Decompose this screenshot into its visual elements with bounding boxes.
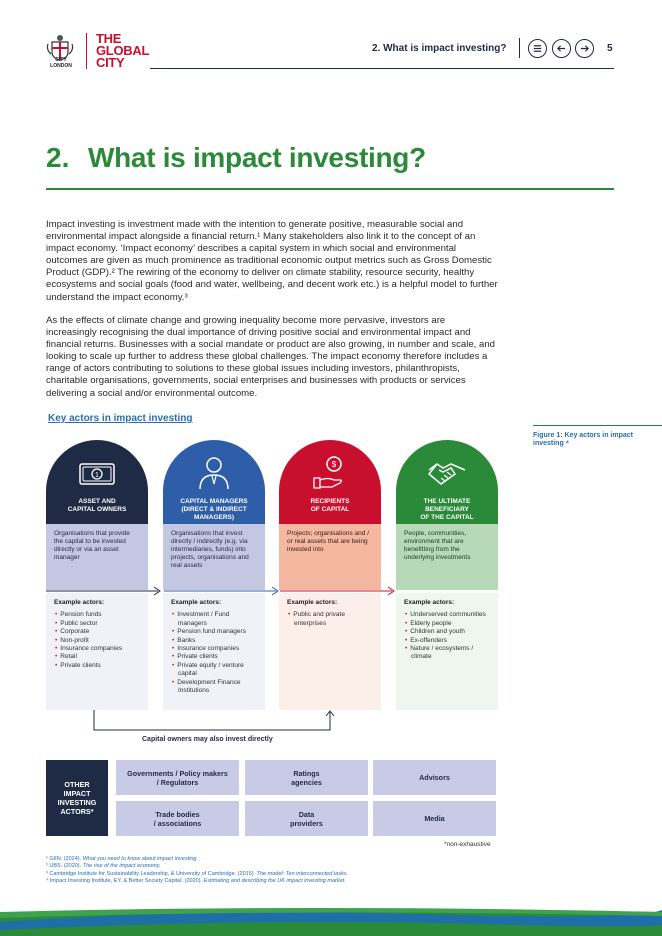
footnote-4[interactable]: ⁴ Impact Investing Institute, EY, & Better Society Capital. (2020). Estimating and describing the UK impact investing market.	[46, 877, 346, 884]
page-title: What is impact investing?	[88, 142, 426, 173]
key-actors-link[interactable]: Key actors in impact investing	[48, 413, 193, 424]
actor-column-description: Projects; organisations and / or real assets that are being invested into	[279, 524, 381, 590]
menu-icon	[532, 43, 543, 54]
other-actors-label	[46, 760, 108, 836]
list-item: • Children and youth	[404, 628, 490, 636]
non-exhaustive-note: *non-exhaustive	[444, 841, 491, 848]
footnotes	[46, 856, 348, 885]
other-actor-box: Advisors	[373, 760, 496, 795]
figure-caption: Figure 1: Key actors in impact investing ⁴	[533, 432, 633, 447]
global-city-logo	[96, 33, 149, 69]
list-item: • Ex-offenders	[404, 637, 490, 645]
list-item: • Non-profit	[54, 637, 140, 645]
list-item: • Public sector	[54, 620, 140, 628]
list-item: • Pension fund managers	[171, 628, 257, 636]
list-item: • Elderly people	[404, 620, 490, 628]
other-actor-box: Ratings agencies	[245, 760, 368, 795]
money-icon	[77, 456, 117, 490]
list-item: • Private clients	[171, 653, 257, 661]
body-paragraph-1: Impact investing is investment made with the intention to generate positive, measurable social and environmental impact alongside a financial return.¹ Many stakeholders also link it to the concept of an impact economy. ‘Impact economy’ describes a capital system in which social and environmental outcomes are given as much prominence as traditional economic output metrics such as Gross Domestic Product (GDP).² The rewiring of the economy to deliver on climate stability, resource security, healthy ecosystems and social goals (food and water, wellbeing, and decent work etc.) is a helpful model to further understand the impact economy.³	[46, 219, 498, 303]
actor-column-examples	[279, 593, 381, 710]
logo-line-1: THE	[96, 31, 122, 46]
actor-column-title: ASSET AND CAPITAL OWNERS	[67, 498, 127, 513]
actor-column-title: RECIPIENTS OF CAPITAL	[310, 498, 350, 513]
list-item: • Banks	[171, 637, 257, 645]
header-rule	[150, 68, 614, 69]
other-actors-label-text: OTHER IMPACT INVESTING ACTORS*	[57, 780, 97, 816]
footnote-3[interactable]: ³ Cambridge Institute for Sustainability Leadership, & University of Cambridge. (2015). The model: Ten interconnected tasks.	[46, 870, 349, 877]
actor-column-header	[279, 440, 381, 524]
actor-column-description: Organisations that invest directly / indirectly (e.g. via intermediaries, funds) into projects, organisations and real assets	[163, 524, 265, 590]
list-item: • Underserved communities	[404, 611, 490, 619]
actor-column-description: Organisations that provide the capital to be invested directly or via an asset manager	[46, 524, 148, 590]
logo-line-2: GLOBAL	[96, 43, 150, 58]
direct-invest-note: Capital owners may also invest directly	[142, 736, 273, 743]
other-actor-box: Data providers	[245, 801, 368, 836]
list-item: • Retail	[54, 653, 140, 661]
arrow-left-icon	[556, 43, 567, 54]
actor-column-examples	[396, 593, 498, 710]
back-button[interactable]	[552, 39, 571, 58]
other-actor-box: Media	[373, 801, 496, 836]
hand-coin-icon	[310, 456, 350, 490]
footer-wave-band	[0, 900, 662, 936]
actor-column-title: THE ULTIMATE BENEFICIARY OF THE CAPITAL	[420, 498, 474, 521]
actor-column-title: CAPITAL MANAGERS (DIRECT & INDIRECT MANAGERS)	[180, 498, 248, 521]
figure-caption-rule	[533, 425, 662, 426]
footnote-1[interactable]: ¹ GIIN. (2024). What you need to know about impact investing.	[46, 856, 198, 862]
list-item: • Insurance companies	[171, 645, 257, 653]
actor-column-description: People, communities, environment that are benefitting from the underlying investments	[396, 524, 498, 590]
list-item: • Private equity / venture capital	[171, 662, 257, 679]
manager-icon	[194, 456, 234, 490]
svg-text:1: 1	[95, 472, 99, 479]
example-actors-label: Example actors:	[171, 599, 222, 606]
section-number: 2.	[46, 142, 70, 173]
body-paragraph-2: As the effects of climate change and growing inequality become more pervasive, investors are increasingly recognising the dual importance of driving positive social and environmental impact and financial returns. Businesses with a social mandate or product are also growing, in number and scale, and looking to scale up further to address these global challenges. The impact economy therefore includes a range of actors contributing to solutions to these global issues including investors, philanthropists, charitable organisations, governments, social enterprises and businesses with products or services delivering a social and/or environmental outcome.	[46, 315, 496, 399]
menu-button[interactable]	[528, 39, 547, 58]
list-item: • Nature / ecosystems / climate	[404, 645, 490, 662]
example-actors-label: Example actors:	[404, 599, 455, 606]
footnote-2[interactable]: ² UBS. (2020). The rise of the impact economy.	[46, 863, 161, 870]
direct-invest-arrow	[90, 708, 340, 734]
example-actors-label: Example actors:	[287, 599, 338, 606]
actor-column-examples	[163, 593, 265, 710]
header-section-title[interactable]: 2. What is impact investing?	[372, 43, 507, 54]
logo-line-3: CITY	[96, 55, 125, 70]
header-divider	[519, 38, 520, 58]
flow-arrow	[46, 584, 498, 598]
list-item: • Private clients	[54, 662, 140, 670]
arrow-right-icon	[579, 43, 590, 54]
list-item: • Development Finance Institutions	[171, 679, 257, 696]
other-actor-box: Trade bodies / associations	[116, 801, 239, 836]
list-item: • Pension funds	[54, 611, 140, 619]
list-item: • Investment / Fund managers	[171, 611, 257, 628]
actor-column-header	[46, 440, 148, 524]
list-item: • Corporate	[54, 628, 140, 636]
list-item: • Public and private enterprises	[287, 611, 373, 628]
actor-column-header	[396, 440, 498, 524]
actor-column-header	[163, 440, 265, 524]
page-number: 5	[607, 43, 613, 54]
actor-column-examples	[46, 593, 148, 710]
logo-city-text: CITY LONDON	[50, 57, 72, 69]
svg-text:$: $	[331, 460, 337, 469]
heading-rule	[46, 188, 614, 190]
logo-divider	[86, 33, 87, 69]
handshake-icon	[427, 456, 467, 490]
list-item: • Insurance companies	[54, 645, 140, 653]
other-actor-box: Governments / Policy makers / Regulators	[116, 760, 239, 795]
example-actors-label: Example actors:	[54, 599, 105, 606]
forward-button[interactable]	[575, 39, 594, 58]
